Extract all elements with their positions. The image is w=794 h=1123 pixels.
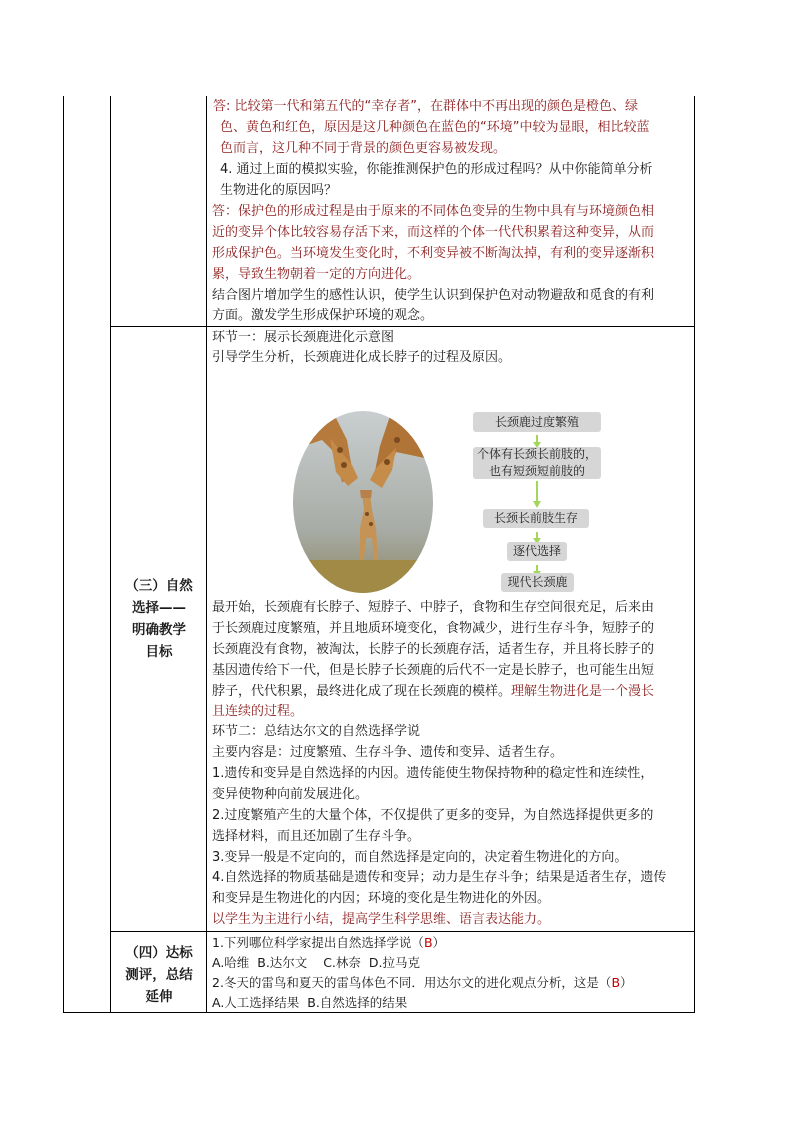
answer-q3-line-2: 色、黄色和红色，原因是这几种颜色在蓝色的“环境”中较为显眼，相比较蓝 xyxy=(220,120,650,135)
quiz-options-1: A.哈维 B.达尔文 C.林奈 D.拉马克 xyxy=(212,955,420,970)
giraffe-para-red-tail: 理解生物进化是一个漫长 xyxy=(511,684,655,699)
point-line-3: 2.过度繁殖产生的大量个体，不仅提供了更多的变异，为自然选择提供更多的 xyxy=(212,808,654,823)
answer-4-line-1: 答：保护色的形成过程是由于原来的不同体色变异的生物中具有与环境颜色相 xyxy=(212,204,655,219)
flow-arrow-2 xyxy=(532,481,542,508)
quiz-answer-2: B xyxy=(611,975,621,990)
giraffe-para-line-5 xyxy=(212,682,654,703)
giraffe-photo xyxy=(292,410,434,594)
table-border-right xyxy=(694,96,695,1013)
point-line-7: 和变异是生物进化的内因；环境的变化是生物进化的外因。 xyxy=(212,891,551,906)
flow-arrow-3 xyxy=(532,529,542,541)
flow-box-generational-selection: 逐代选择 xyxy=(507,542,567,561)
quiz-answer-1: B xyxy=(423,935,433,950)
answer-q3-line-3: 色而言，这几种不同于背景的颜色更容易被发现。 xyxy=(220,141,507,156)
summary-line-1: 结合图片增加学生的感性认识，使学生认识到保护色对动物避敌和觅食的有利 xyxy=(212,288,655,303)
flow-box-variation: 个体有长颈长前肢的， 也有短颈短前肢的 xyxy=(473,447,601,479)
summary-line-2: 方面。激发学生形成保护环境的观念。 xyxy=(212,308,434,323)
point-line-2: 变异使物种向前发展进化。 xyxy=(212,787,369,802)
answer-4-line-2: 近的变异个体比较容易存活下来，而这样的个体一代代积累着这种变异，从而 xyxy=(212,225,655,240)
question-4-line-1: 4. 通过上面的模拟实验，你能推测保护色的形成过程吗？从中你能简单分析 xyxy=(220,162,653,177)
point-line-4: 选择材料，而且还加剧了生存斗争。 xyxy=(212,829,421,844)
giraffe-para-line-1: 最开始，长颈鹿有长脖子、短脖子、中脖子，食物和生存空间很充足，后来由 xyxy=(212,600,655,615)
stage-label-assessment: （四）达标 测评，总结 延伸 xyxy=(125,945,193,1005)
giraffe-para-line-5-text: 脖子，代代积累，最终进化成了现在长颈鹿的模样。 xyxy=(212,684,512,699)
table-border-col2 xyxy=(206,96,207,1013)
closing-summary-red: 以学生为主进行小结，提高学生科学思维、语言表达能力。 xyxy=(212,912,551,927)
giraffe-para-line-2: 于长颈鹿过度繁殖，并且地质环境变化，食物减少，进行生存斗争，短脖子的 xyxy=(212,621,655,636)
giraffe-para-red-line: 且连续的过程。 xyxy=(212,704,304,719)
stage-label-natural-selection: （三）自然 选择—— 明确教学 目标 xyxy=(125,578,193,660)
answer-q3-line-1: 答: 比较第一代和第五代的“幸存者”，在群体中不再出现的颜色是橙色、绿 xyxy=(213,99,638,114)
flow-box-overbreeding: 长颈鹿过度繁殖 xyxy=(473,412,601,432)
giraffe-para-line-4: 基因遗传给下一代，但是长脖子长颈鹿的后代不一定是长脖子，也可能生出短 xyxy=(212,663,655,678)
answer-4-line-3: 形成保护色。当环境发生变化时，不利变异被不断淘汰掉，有利的变异逐渐积 xyxy=(212,246,655,261)
step1-title: 环节一：展示长颈鹿进化示意图 xyxy=(212,330,395,345)
question-4-line-2: 生物进化的原因吗？ xyxy=(220,183,338,198)
flow-arrow-1 xyxy=(532,433,542,446)
step1-intro: 引导学生分析，长颈鹿进化成长脖子的过程及原因。 xyxy=(212,350,512,365)
answer-4-line-4: 累，导致生物朝着一定的方向进化。 xyxy=(212,267,421,282)
quiz-options-2: A.人工选择结果 B.自然选择的结果 xyxy=(212,995,408,1010)
step2-title: 环节二：总结达尔文的自然选择学说 xyxy=(212,724,421,739)
row-divider-2 xyxy=(110,931,695,932)
table-border-left xyxy=(63,96,64,1013)
point-line-6: 4.自然选择的物质基础是遗传和变异；动力是生存斗争；结果是适者生存，遗传 xyxy=(212,870,667,885)
giraffe-para-line-3: 长颈鹿没有食物，被淘汰，长脖子的长颈鹿存活，适者生存，并且将长脖子的 xyxy=(212,642,655,657)
quiz-question-2: 2.冬天的雷鸟和夏天的雷鸟体色不同．用达尔文的进化观点分析，这是（B） xyxy=(212,975,633,990)
flow-box-long-neck-survive: 长颈长前肢生存 xyxy=(483,509,589,528)
point-line-5: 3.变异一般是不定向的，而自然选择是定向的，决定着生物进化的方向。 xyxy=(212,850,628,865)
point-line-1: 1.遗传和变异是自然选择的内因。遗传能使生物保持物种的稳定性和连续性， xyxy=(212,766,654,781)
table-border-col1 xyxy=(110,96,111,1013)
main-content-summary: 主要内容是：过度繁殖、生存斗争、遗传和变异、适者生存。 xyxy=(212,745,564,760)
quiz-question-1: 1.下列哪位科学家提出自然选择学说（B） xyxy=(212,935,446,950)
flow-box-modern-giraffe: 现代长颈鹿 xyxy=(501,573,574,592)
